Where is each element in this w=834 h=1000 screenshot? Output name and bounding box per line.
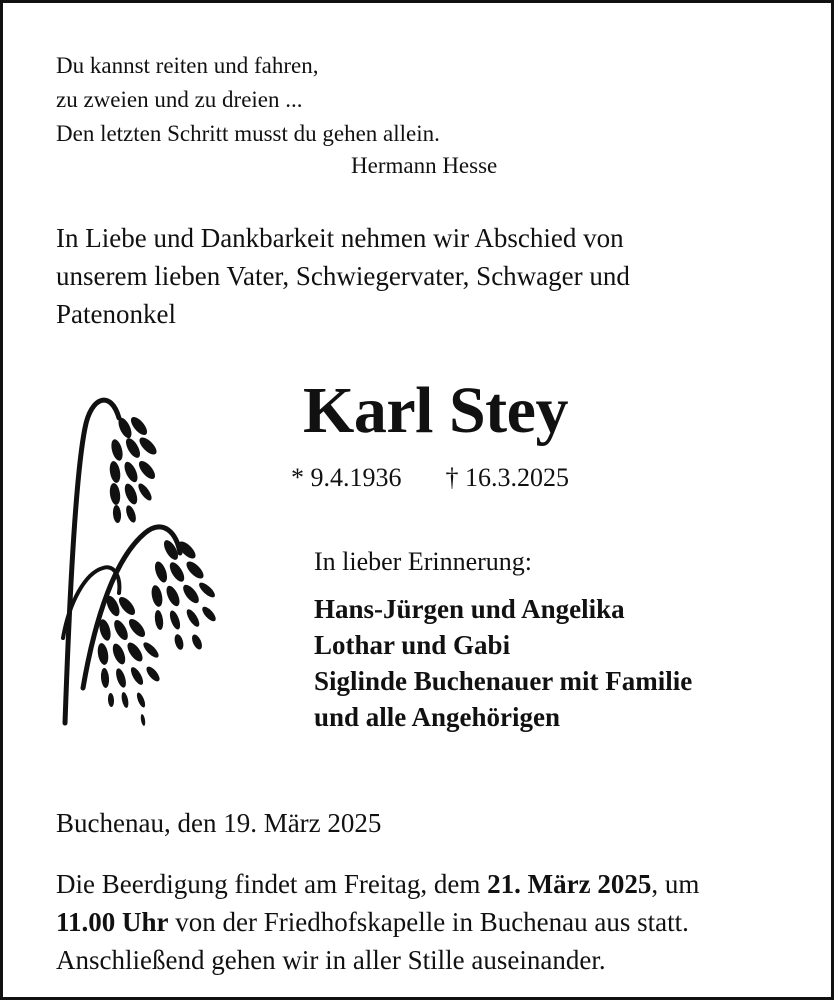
mourner-name: Lothar und Gabi [314, 630, 511, 660]
poem-author: Hermann Hesse [351, 153, 498, 178]
life-dates [291, 463, 569, 493]
mourner-name: Siglinde Buchenauer mit Familie [314, 666, 693, 696]
mourners-list [314, 591, 692, 735]
poem-line-1: Du kannst reiten und fahren, [56, 53, 319, 78]
funeral-text: von der Friedhofskapelle in Buchenau aus statt. [168, 907, 689, 937]
poem-line-3: Den letzten Schritt musst du gehen allein. [56, 121, 440, 146]
wheat-ears-icon [55, 388, 230, 733]
death-date: † 16.3.2025 [445, 463, 569, 492]
deceased-name: Karl Stey [303, 374, 568, 447]
funeral-date: 21. März 2025 [487, 869, 652, 899]
place-date: Buchenau, den 19. März 2025 [56, 808, 382, 838]
funeral-line-2 [56, 903, 699, 941]
intro-text [56, 219, 630, 333]
funeral-text: Die Beerdigung findet am Freitag, dem [56, 869, 488, 899]
memory-label: In lieber Erinnerung: [314, 547, 533, 576]
intro-line-2: unserem lieben Vater, Schwiegervater, Schwager und [56, 261, 630, 291]
poem-line-2: zu zweien und zu dreien ... [56, 87, 303, 112]
intro-line-1: In Liebe und Dankbarkeit nehmen wir Abschied von [56, 223, 624, 253]
funeral-line-1 [56, 865, 699, 903]
birth-date: * 9.4.1936 [291, 463, 402, 492]
mourner-name: Hans-Jürgen und Angelika [314, 594, 625, 624]
funeral-text: , um [651, 869, 700, 899]
mourner-name: und alle Angehörigen [314, 702, 561, 732]
funeral-line-3: Anschließend gehen wir in aller Stille auseinander. [56, 945, 606, 975]
funeral-time: 11.00 Uhr [56, 907, 169, 937]
intro-line-3: Patenonkel [56, 299, 176, 329]
funeral-info [56, 865, 699, 979]
